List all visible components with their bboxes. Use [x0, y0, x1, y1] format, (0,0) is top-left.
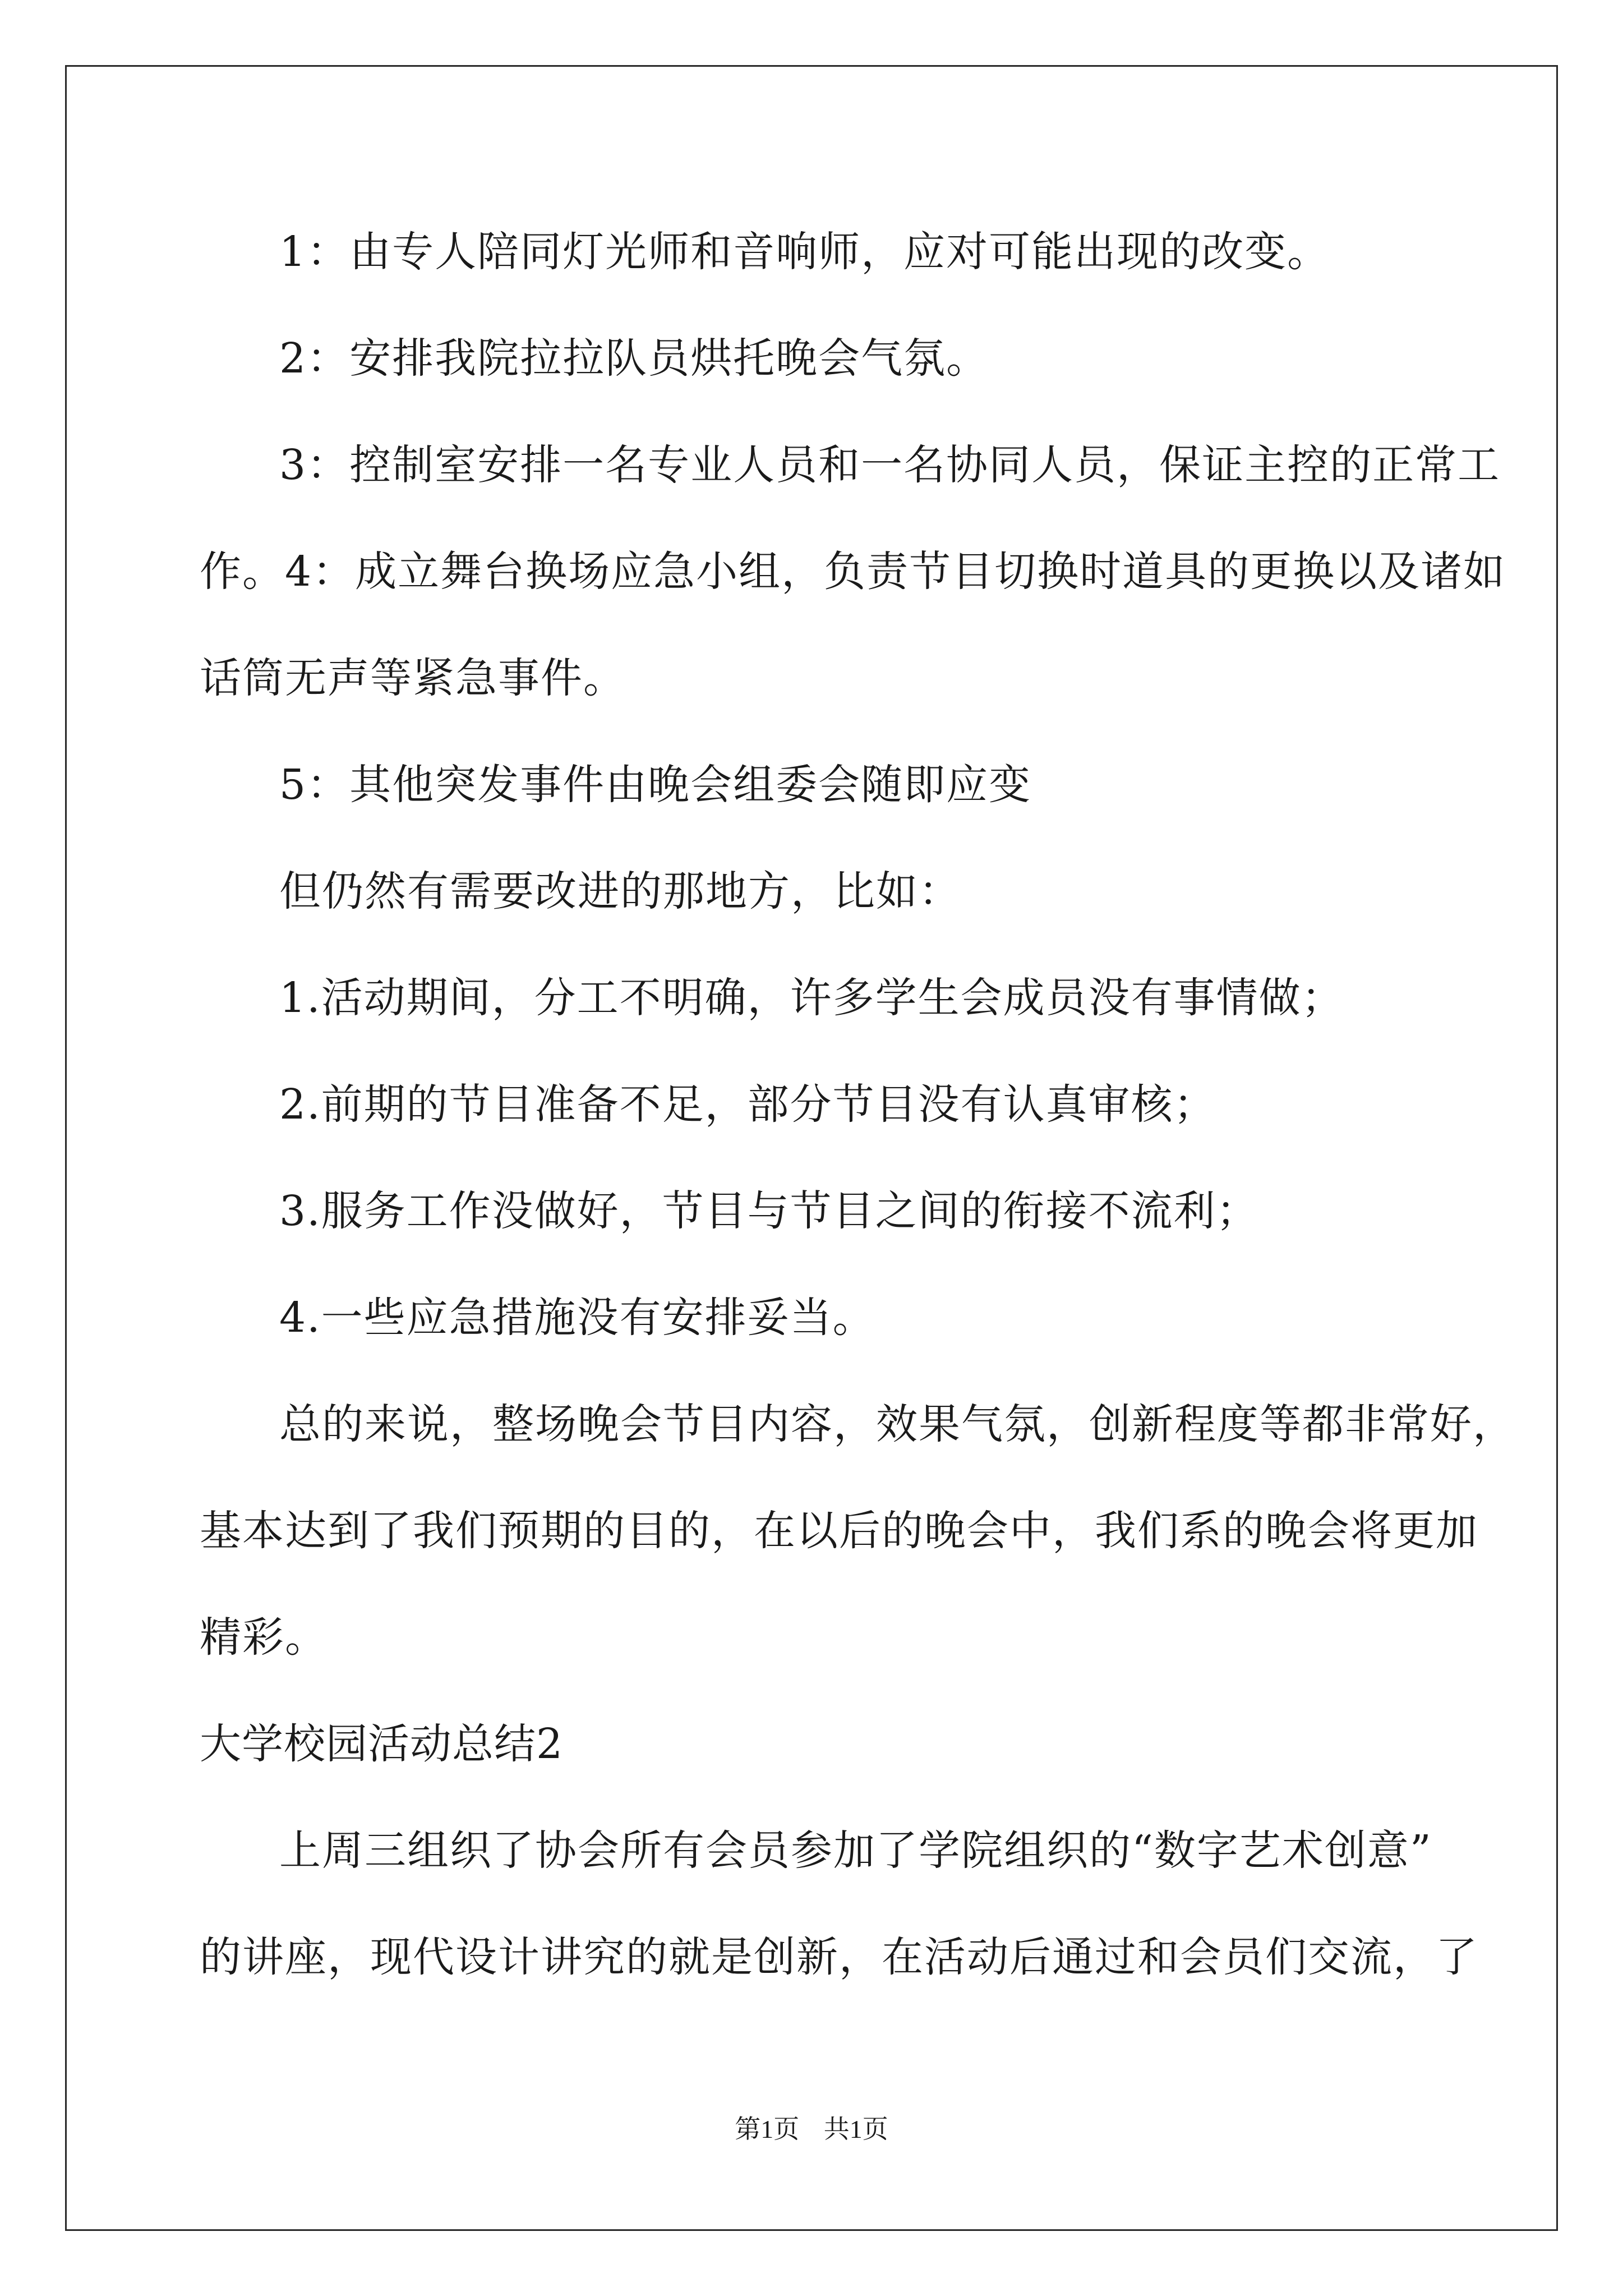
page-border: [65, 65, 1558, 2231]
paragraph-line: 总的来说，整场晚会节目内容，效果气氛，创新程度等都非常好，: [279, 1400, 1515, 1448]
paragraph-line: 但仍然有需要改进的那地方，比如：: [279, 867, 961, 915]
list-item: 2.前期的节目准备不足，部分节目没有认真审核；: [279, 1080, 1216, 1129]
page-total: 共1页: [823, 2115, 888, 2143]
paragraph-line: 作。4：成立舞台换场应急小组，负责节目切换时道具的更换以及诸如: [200, 547, 1506, 596]
page-footer: [0, 2116, 1623, 2142]
paragraph-line: 基本达到了我们预期的目的，在以后的晚会中，我们系的晚会将更加: [200, 1507, 1478, 1555]
paragraph-line: 1：由专人陪同灯光师和音响师，应对可能出现的改变。: [279, 228, 1330, 276]
paragraph-line: 精彩。: [200, 1613, 328, 1662]
paragraph-line: 的讲座，现代设计讲究的就是创新，在活动后通过和会员们交流，了: [200, 1933, 1478, 1981]
page-number: 第1页: [735, 2115, 800, 2143]
paragraph-line: 话筒无声等紧急事件。: [200, 654, 626, 702]
paragraph-line: 5：其他突发事件由晚会组委会随即应变: [279, 761, 1032, 809]
paragraph-line: 2：安排我院拉拉队员烘托晚会气氛。: [279, 334, 989, 383]
paragraph-line: 上周三组织了协会所有会员参加了学院组织的“数字艺术创意”: [279, 1826, 1432, 1875]
paragraph-line: 3：控制室安排一名专业人员和一名协同人员，保证主控的正常工: [279, 441, 1501, 489]
list-item: 3.服务工作没做好，节目与节目之间的衔接不流利；: [279, 1187, 1259, 1235]
list-item: 4.一些应急措施没有安排妥当。: [279, 1294, 875, 1342]
section-heading: 大学校园活动总结2: [200, 1720, 564, 1768]
list-item: 1.活动期间，分工不明确，许多学生会成员没有事情做；: [279, 974, 1344, 1022]
